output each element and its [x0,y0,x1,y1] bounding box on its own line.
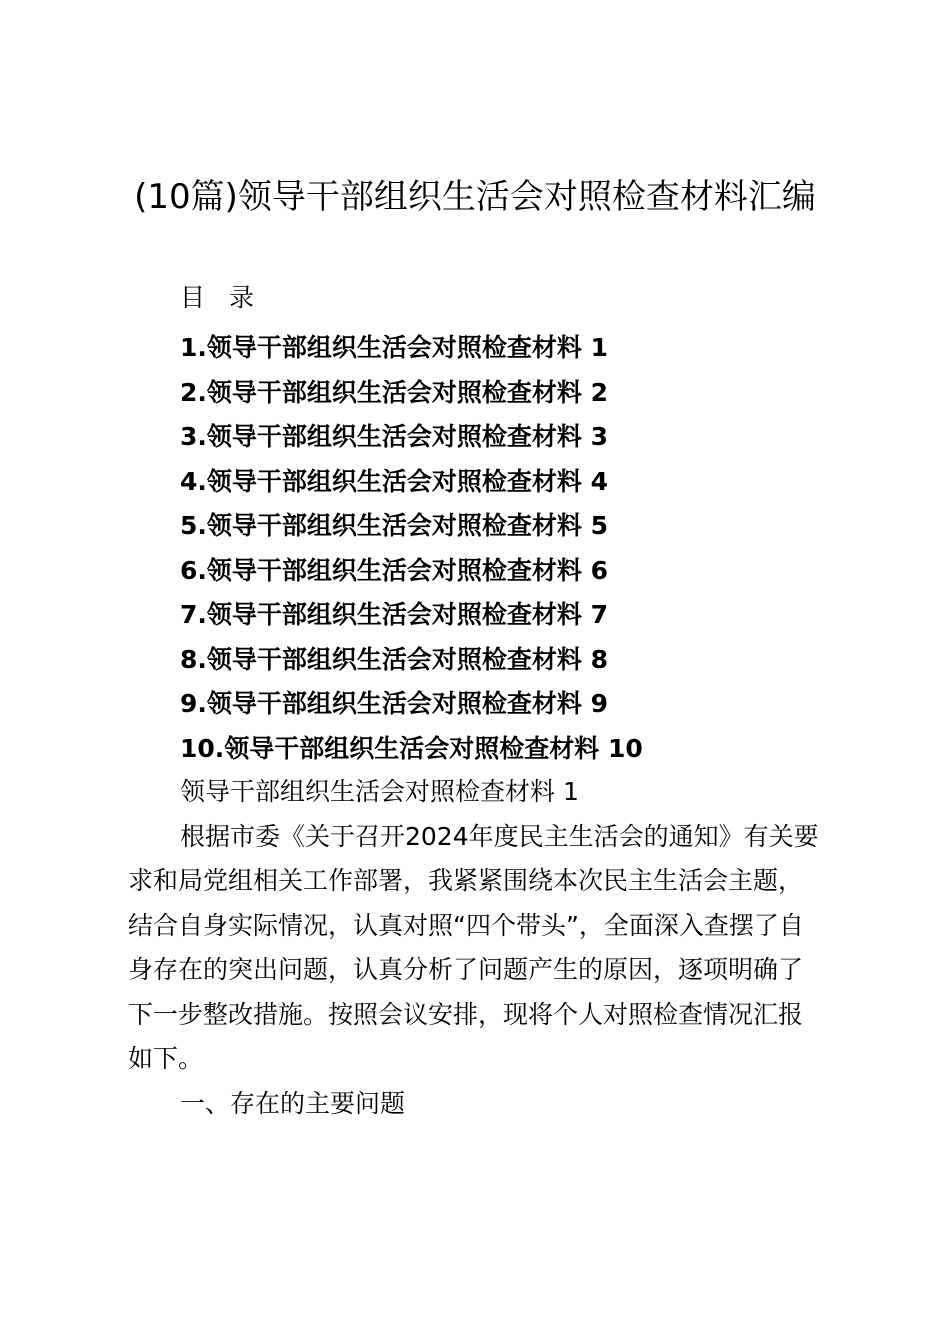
toc-item: 8.领导干部组织生活会对照检查材料 8 [180,644,608,674]
toc-heading: 目 录 [180,283,262,312]
document-body [128,770,822,1126]
toc-item: 4.领导干部组织生活会对照检查材料 4 [180,466,608,496]
toc-item: 1.领导干部组织生活会对照检查材料 1 [180,333,608,362]
section-title: 领导干部组织生活会对照检查材料 1 [180,777,579,806]
toc-item: 7.领导干部组织生活会对照检查材料 7 [180,600,608,629]
table-of-contents [180,326,643,771]
toc-item: 10.领导干部组织生活会对照检查材料 10 [180,733,643,763]
toc-item: 9.领导干部组织生活会对照检查材料 9 [180,689,608,718]
section-heading: 一、存在的主要问题 [180,1088,406,1118]
body-paragraph: 根据市委《关于召开2024年度民主生活会的通知》有关要求和局党组相关工作部署，我紧紧围绕本次民主生活会主题，结合自身实际情况，认真对照“四个带头”，全面深入查摆了自身存在的突出问题，认真分析了问题产生的原因，逐项明确了下一步整改措施。按照会议安排，现将个人对照检查情况汇报如下。 [128,821,819,1073]
document-title: (10篇)领导干部组织生活会对照检查材料汇编 [134,177,816,217]
toc-item: 3.领导干部组织生活会对照检查材料 3 [180,422,608,451]
toc-item: 5.领导干部组织生活会对照检查材料 5 [180,511,608,540]
toc-item: 2.领导干部组织生活会对照检查材料 2 [180,377,608,407]
toc-item: 6.领导干部组织生活会对照检查材料 6 [180,555,608,585]
